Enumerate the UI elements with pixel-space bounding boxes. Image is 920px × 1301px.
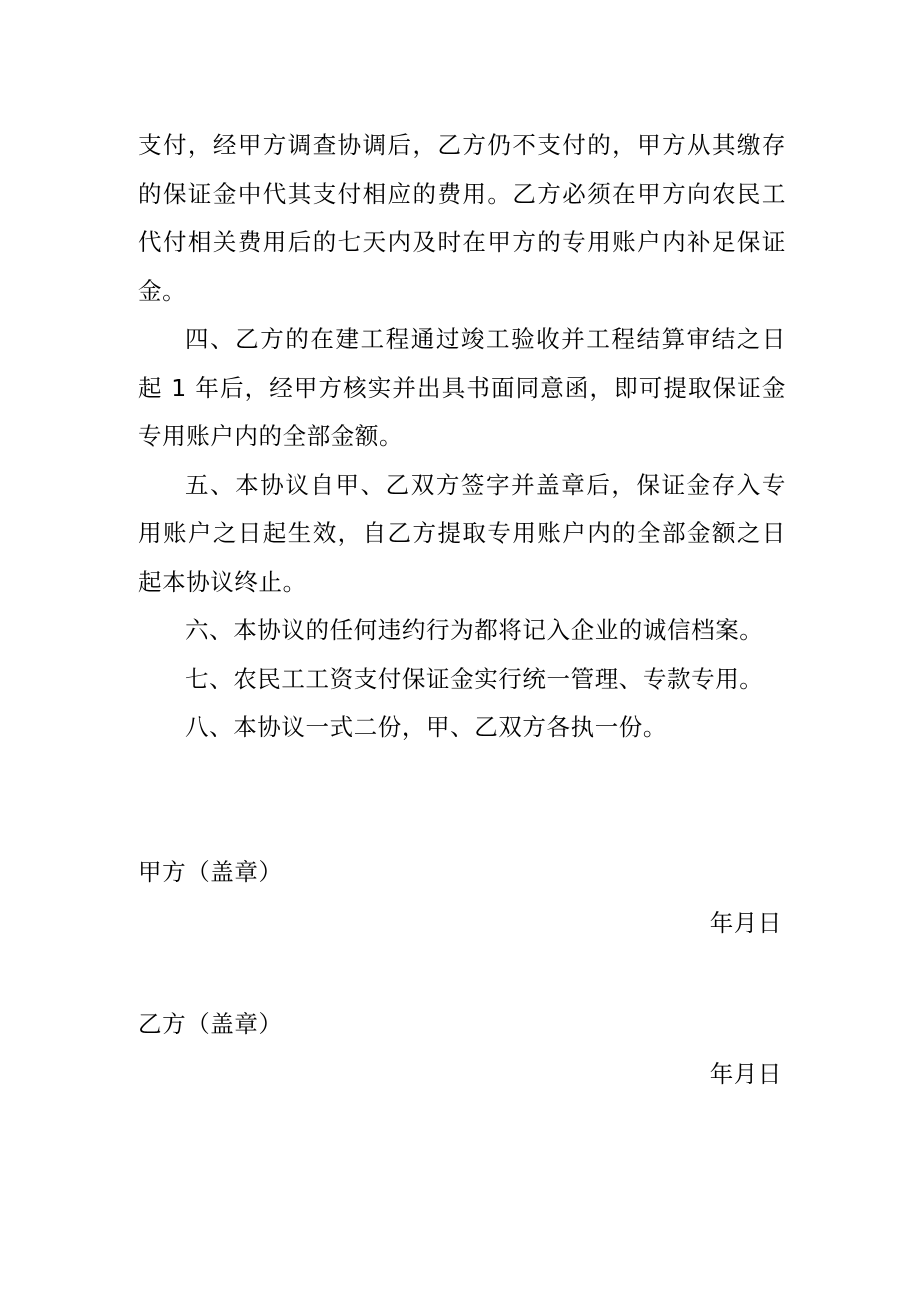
paragraph-continuation: 支付，经甲方调查协调后，乙方仍不支付的，甲方从其缴存的保证金中代其支付相应的费用。乙方必须在甲方向农民工代付相关费用后的七天内及时在甲方的专用账户内补足保证金。 <box>138 131 786 305</box>
agreement-body <box>138 121 786 752</box>
clause-8: 八、本协议一式二份，甲、乙双方各执一份。 <box>185 713 667 741</box>
party-b-date: 年月日 <box>709 1060 782 1088</box>
clause-7: 七、农民工工资支付保证金实行统一管理、专款专用。 <box>185 664 764 693</box>
party-b-seal-label: 乙方（盖章） <box>138 1010 283 1038</box>
party-a-seal-label: 甲方（盖章） <box>138 858 283 886</box>
clause-5: 五、本协议自甲、乙双方签字并盖章后，保证金存入专用账户之日起生效，自乙方提取专用账户内的全部金额之日起本协议终止。 <box>138 470 786 596</box>
party-a-date: 年月日 <box>709 909 782 937</box>
clause-6: 六、本协议的任何违约行为都将记入企业的诚信档案。 <box>185 616 764 644</box>
clause-4: 四、乙方的在建工程通过竣工验收并工程结算审结之日起 1 年后，经甲方核实并出具书面同意函，即可提取保证金专用账户内的全部金额。 <box>138 325 786 450</box>
